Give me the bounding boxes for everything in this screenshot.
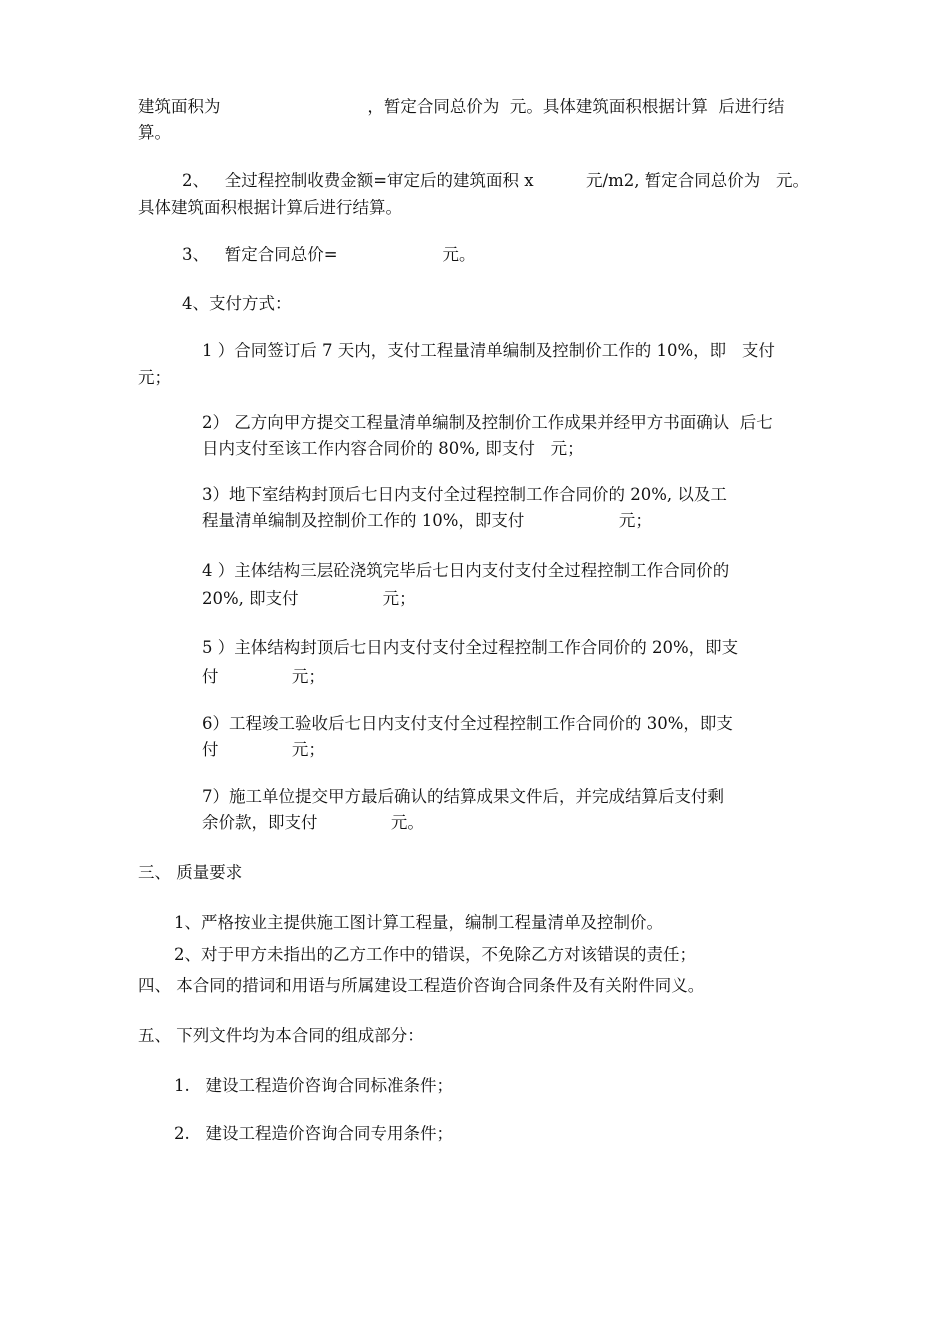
list-item-line: 20%, 即支付 元； [202, 589, 416, 608]
paragraph-line: 1、严格按业主提供施工图计算工程量，编制工程量清单及控制价。 [174, 913, 663, 932]
list-item-line: 日内支付至该工作内容合同价的 80%, 即支付 元； [202, 439, 584, 458]
list-item-line: 3）地下室结构封顶后七日内支付全过程控制工作合同价的 20%, 以及工 [202, 485, 727, 504]
list-item-line: 1. 建设工程造价咨询合同标准条件； [174, 1076, 453, 1095]
paragraph-line: 2、 全过程控制收费金额=审定后的建筑面积 x 元/m2, 暂定合同总价为 元。 [182, 171, 809, 190]
paragraph-line: 建筑面积为 ，暂定合同总价为 元。具体建筑面积根据计算 后进行结 [138, 97, 785, 116]
list-item-line: 7）施工单位提交甲方最后确认的结算成果文件后，并完成结算后支付剩 [202, 787, 724, 806]
section-heading: 4、支付方式： [182, 294, 292, 313]
list-item-line: 2. 建设工程造价咨询合同专用条件； [174, 1124, 453, 1143]
list-item-line: 2） 乙方向甲方提交工程量清单编制及控制价工作成果并经甲方书面确认 后七 [202, 413, 773, 432]
list-item-line: 程量清单编制及控制价工作的 10%，即支付 元； [202, 511, 652, 530]
section-heading: 四、 本合同的措词和用语与所属建设工程造价咨询合同条件及有关附件同义。 [138, 976, 705, 995]
list-item-line: 付 元； [202, 667, 325, 686]
paragraph-line: 算。 [138, 123, 171, 142]
list-item-line: 元； [138, 368, 171, 387]
paragraph-line: 具体建筑面积根据计算后进行结算。 [138, 198, 402, 217]
list-item-line: 余价款，即支付 元。 [202, 813, 424, 832]
list-item-line: 6）工程竣工验收后七日内支付支付全过程控制工作合同价的 30%，即支 [202, 714, 733, 733]
list-item-line: 4 ）主体结构三层砼浇筑完毕后七日内支付支付全过程控制工作合同价的 [202, 561, 730, 580]
paragraph-line: 2、对于甲方未指出的乙方工作中的错误，不免除乙方对该错误的责任； [174, 945, 696, 964]
list-item-line: 1 ）合同签订后 7 天内，支付工程量清单编制及控制价工作的 10%，即 支付 [202, 341, 775, 360]
list-item-line: 5 ）主体结构封顶后七日内支付支付全过程控制工作合同价的 20%，即支 [202, 638, 739, 657]
list-item-line: 付 元； [202, 740, 325, 759]
paragraph-line: 3、 暂定合同总价= 元。 [182, 245, 476, 264]
section-heading: 五、 下列文件均为本合同的组成部分： [138, 1026, 424, 1045]
section-heading: 三、 质量要求 [138, 863, 243, 882]
